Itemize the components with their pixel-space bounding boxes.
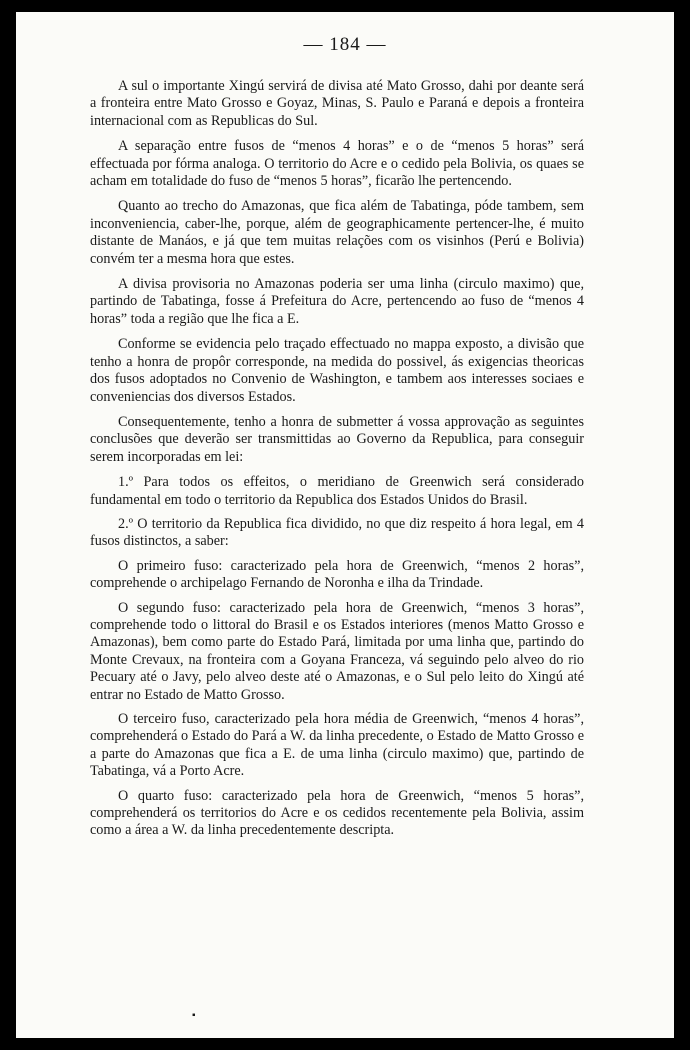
- paragraph-segundo-fuso: O segundo fuso: caracterizado pela hora de Greenwich, “menos 3 horas”, comprehende todo o littoral do Brasil e os Estados interiores (menos Matto Grosso e Amazonas), bem como parte do Estado Pará, limitada por uma linha que, partindo do Monte Crevaux, na fronteira com a Goyana Franceza, vá seguindo pelo alveo do rio Pecuary até o Javy, pelo alveo deste até o Amazonas, e o Sul pelo leito do Xingú até entrar no Estado de Matto Grosso.: [90, 599, 584, 703]
- paragraph-conclusion-1: 1.º Para todos os effeitos, o meridiano de Greenwich será considerado fundamental em todo o territorio da Republica dos Estados Unidos do Brasil.: [90, 474, 584, 508]
- body-text: [90, 78, 584, 847]
- paragraph-trecho-amazonas: Quanto ao trecho do Amazonas, que fica além de Tabatinga, póde tambem, sem inconveniencia, caber-lhe, porque, além de geographicamente pertencer-lhe, é muito distante de Manáos, e já que tem muitas relações com os visinhos (Perú e Bolivia) convém ter a mesma hora que estes.: [90, 198, 584, 267]
- page-number: — 184 —: [303, 34, 387, 55]
- paragraph-separacao-fusos: A separação entre fusos de “menos 4 horas” e o de “menos 5 horas” será effectuada por fórma analoga. O territorio do Acre e o cedido pela Bolivia, os quaes se acham em totalidade do fuso de “menos 5 horas”, ficarão lhe pertencendo.: [90, 138, 584, 190]
- paragraph-divisa-provisoria: A divisa provisoria no Amazonas poderia ser uma linha (circulo maximo) que, partindo de Tabatinga, fosse á Prefeitura do Acre, pertencendo ao fuso de “menos 4 horas” toda a região que lhe fica a E.: [90, 276, 584, 327]
- paragraph-conforme-mappa: Conforme se evidencia pelo traçado effectuado no mappa exposto, a divisão que tenho a honra de propôr corresponde, na medida do possivel, ás exigencias theoricas dos fusos adoptados no Convenio de Washington, e tambem aos interesses sociaes e conveniencias dos diversos Estados.: [90, 336, 584, 405]
- paragraph-xingu-divisa: A sul o importante Xingú servirá de divisa até Mato Grosso, dahi por deante será a fronteira entre Mato Grosso e Goyaz, Minas, S. Paulo e Paraná e depois a fronteira internacional com as Republicas do Sul.: [90, 78, 584, 129]
- ink-speck: ▪: [192, 1010, 196, 1021]
- paragraph-primeiro-fuso: O primeiro fuso: caracterizado pela hora de Greenwich, “menos 2 horas”, comprehende o archipelago Fernando de Noronha e ilha da Trindade.: [90, 557, 584, 592]
- paragraph-conclusion-2: 2.º O territorio da Republica fica dividido, no que diz respeito á hora legal, em 4 fusos distinctos, a saber:: [90, 515, 584, 550]
- paragraph-quarto-fuso: O quarto fuso: caracterizado pela hora de Greenwich, “menos 5 horas”, comprehenderá os territorios do Acre e os cedidos recentemente pela Bolivia, assim como a área a W. da linha precedentemente descripta.: [90, 787, 584, 839]
- paragraph-terceiro-fuso: O terceiro fuso, caracterizado pela hora média de Greenwich, “menos 4 horas”, comprehenderá o Estado do Pará a W. da linha precedente, o Estado de Matto Grosso e a parte do Amazonas que fica a E. de uma linha (circulo maximo) que, partindo de Tabatinga, vá a Porto Acre.: [90, 711, 584, 780]
- document-page: [16, 12, 674, 1038]
- paragraph-consequentemente: Consequentemente, tenho a honra de submetter á vossa approvação as seguintes conclusões que deverão ser transmittidas ao Governo da Republica, para conseguir serem incorporadas em lei:: [90, 413, 584, 465]
